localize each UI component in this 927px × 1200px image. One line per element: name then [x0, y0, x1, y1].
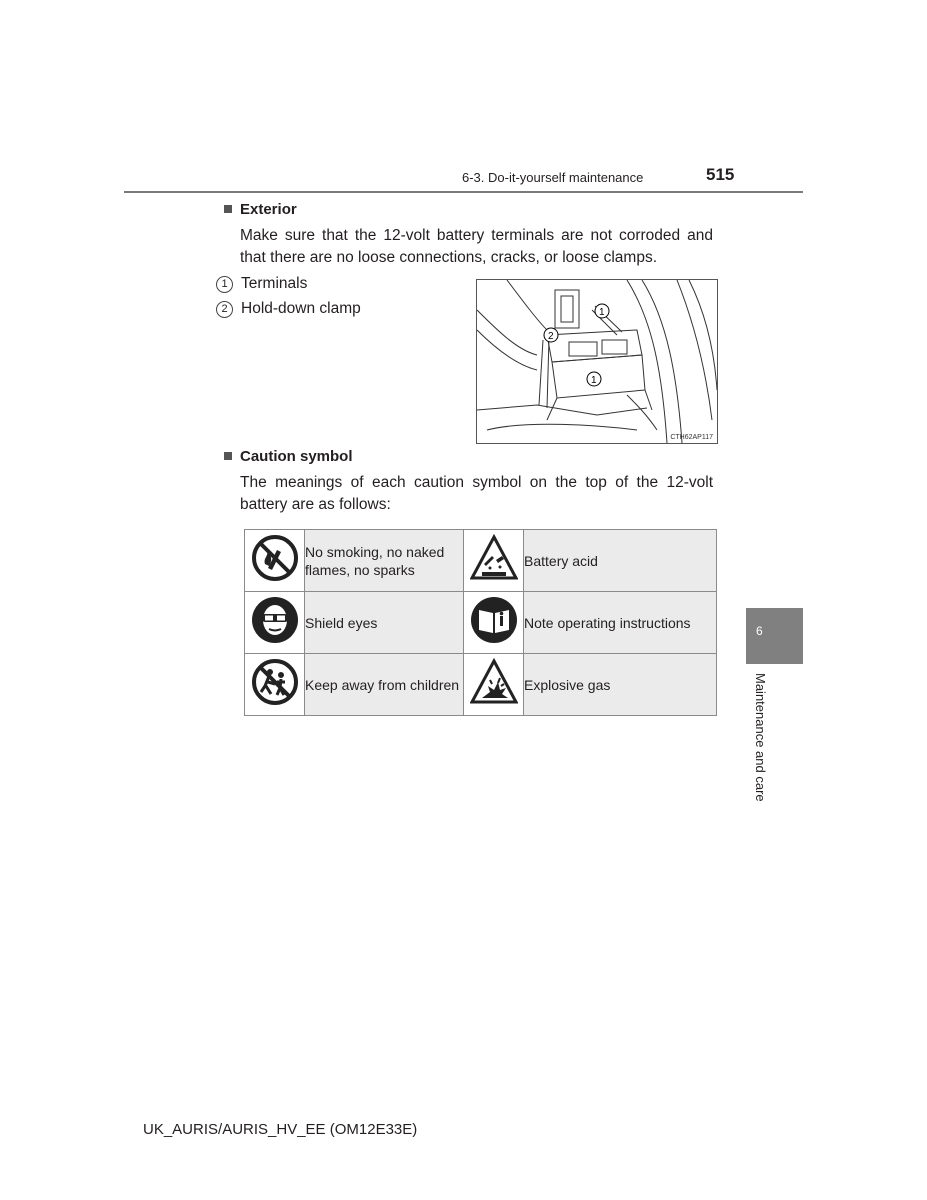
chapter-label: Maintenance and care: [753, 673, 768, 802]
chapter-number: 6: [756, 624, 763, 638]
footer-document-code: UK_AURIS/AURIS_HV_EE (OM12E33E): [143, 1121, 418, 1138]
caution-symbol-table: [244, 529, 717, 716]
exterior-paragraph: Make sure that the 12-volt battery terminals are not corroded and that there are no loose connections, cracks, or loose clamps.: [240, 227, 713, 266]
table-cell-text: Explosive gas: [524, 654, 717, 716]
table-row: [245, 592, 717, 654]
battery-illustration: [476, 279, 718, 444]
battery-drawing: [477, 280, 717, 443]
caution-heading-text: Caution symbol: [240, 448, 353, 465]
header-rule: [124, 191, 803, 193]
table-cell-text: Battery acid: [524, 530, 717, 592]
callout-number: 2: [216, 301, 233, 318]
bullet-square-icon: [224, 452, 232, 460]
table-cell-text: No smoking, no naked flames, no sparks: [305, 530, 464, 592]
chapter-tab[interactable]: [746, 608, 803, 664]
callout-label: Terminals: [241, 275, 308, 292]
exterior-heading: [224, 201, 297, 218]
callout-label: Hold-down clamp: [241, 300, 361, 317]
table-cell-text: Note operating instructions: [524, 592, 717, 654]
page-number: 515: [706, 165, 735, 184]
table-row: [245, 654, 717, 716]
bullet-square-icon: [224, 205, 232, 213]
no-smoking-icon: [245, 530, 305, 592]
figure-code: CTH62AP117: [670, 434, 713, 441]
caution-heading: [224, 448, 353, 465]
keep-away-children-icon: [245, 654, 305, 716]
caution-paragraph: The meanings of each caution symbol on the top of the 12-volt battery are as follows:: [240, 474, 713, 513]
table-cell-text: Keep away from children: [305, 654, 464, 716]
section-title: 6-3. Do-it-yourself maintenance: [462, 170, 644, 185]
callout-terminals: [216, 275, 307, 293]
table-row: [245, 530, 717, 592]
exterior-heading-text: Exterior: [240, 201, 297, 218]
figure-callout-2: 2: [548, 331, 554, 342]
shield-eyes-icon: [245, 592, 305, 654]
callout-hold-down-clamp: [216, 300, 361, 318]
figure-callout-1-bottom: 1: [591, 375, 597, 386]
figure-callout-1-top: 1: [599, 307, 605, 318]
battery-acid-icon: [464, 530, 524, 592]
table-cell-text: Shield eyes: [305, 592, 464, 654]
operating-instructions-icon: [464, 592, 524, 654]
explosive-gas-icon: [464, 654, 524, 716]
callout-number: 1: [216, 276, 233, 293]
